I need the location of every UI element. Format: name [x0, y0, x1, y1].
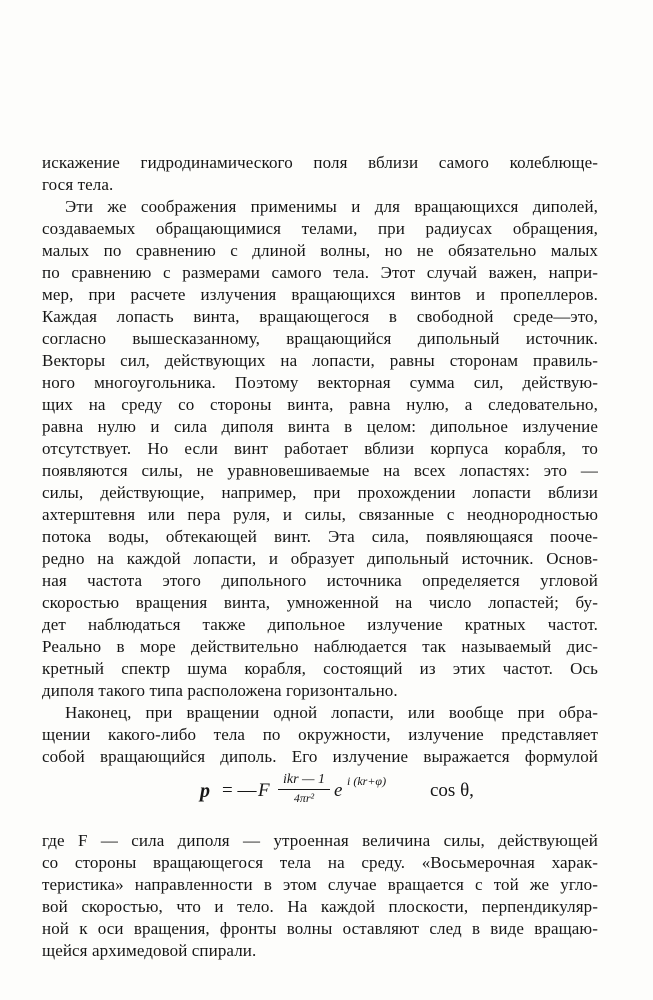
formula-lhs: p [200, 780, 210, 802]
text-line: мер, при расчете излучения вращающихся винтов и пропеллеров. [42, 285, 598, 304]
text-line: Эти же соображения применимы и для вращающихся диполей, [65, 197, 598, 216]
text-line: ная частота этого дипольного источника определяется угловой [42, 571, 598, 590]
text-line: создаваемых обращающимися телами, при радиусах обращения, [42, 219, 598, 238]
formula-exp-base: e [334, 780, 343, 801]
text-line: силы, действующие, например, при прохождении лопасти вблизи [42, 483, 598, 502]
text-line: гося тела. [42, 175, 114, 194]
text-line: ахтерштевня или пера руля, и силы, связанные с неоднородностью [42, 505, 598, 524]
text-line: малых по сравнению с длиной волны, но не обязательно малых [42, 241, 598, 260]
formula-exponent: i (kr+φ) [347, 774, 387, 788]
text-line: появляются силы, не уравновешиваемые на всех лопастях: это — [42, 461, 598, 480]
text-line: где F — сила диполя — утроенная величина силы, действующей [42, 831, 598, 850]
text-line: Наконец, при вращении одной лопасти, или вообще при обра- [65, 703, 598, 722]
text-line: редно на каждой лопасти, и образует дипольный источник. Основ- [42, 549, 598, 568]
text-line: по сравнению с размерами самого тела. Этот случай важен, напри- [42, 263, 598, 282]
text-line: Реально в море действительно наблюдается так называемый дис- [42, 637, 598, 656]
text-line: отсутствует. Но если винт работает вблизи корпуса корабля, то [42, 439, 598, 458]
text-line: Векторы сил, действующих на лопасти, равны сторонам правиль- [42, 351, 598, 370]
text-line: искажение гидродинамического поля вблизи самого колеблюще- [42, 153, 598, 172]
formula-denominator: 4πr² [293, 791, 315, 805]
text-line: вой скоростью, что и тело. На каждой плоскости, перпендикуляр- [42, 897, 598, 916]
text-line: щейся архимедовой спирали. [42, 941, 257, 960]
formula-fraction [278, 772, 330, 805]
formula-force: F [258, 780, 270, 801]
text-line: ной к оси вращения, фронты волны оставляют след в виде вращаю- [42, 919, 598, 938]
text-line: Каждая лопасть винта, вращающегося в свободной среде—это, [42, 307, 598, 326]
formula-numerator: ikr — 1 [283, 772, 325, 787]
formula-equals: = — [222, 780, 257, 801]
text-line: скоростью вращения винта, умноженной на число лопастей; бу- [42, 593, 598, 612]
formula-cos: cos θ, [430, 780, 474, 801]
fraction-bar [278, 789, 330, 790]
text-line: ного многоугольника. Поэтому векторная сумма сил, действую- [42, 373, 598, 392]
text-line: собой вращающийся диполь. Его излучение выражается формулой [42, 747, 598, 766]
text-line: со стороны вращающегося тела на среду. «Восьмерочная харак- [42, 853, 598, 872]
text-line: потока воды, обтекающей винт. Эта сила, появляющаяся пооче- [42, 527, 598, 546]
text-line: согласно вышесказанному, вращающийся дипольный источник. [42, 329, 598, 348]
text-line: щении какого-либо тела по окружности, излучение представляет [42, 725, 598, 744]
text-line: дет наблюдаться также дипольное излучение кратных частот. [42, 615, 598, 634]
text-line: кретный спектр шума корабля, состоящий из этих частот. Ось [42, 659, 598, 678]
text-line: щих на среду со стороны винта, равна нулю, а следовательно, [42, 395, 598, 414]
dipole-formula [200, 772, 580, 816]
text-line: равна нулю и сила диполя винта в целом: дипольное излучение [42, 417, 598, 436]
text-line: диполя такого типа расположена горизонтально. [42, 681, 398, 700]
text-line: теристика» направленности в этом случае вращается с той же угло- [42, 875, 598, 894]
